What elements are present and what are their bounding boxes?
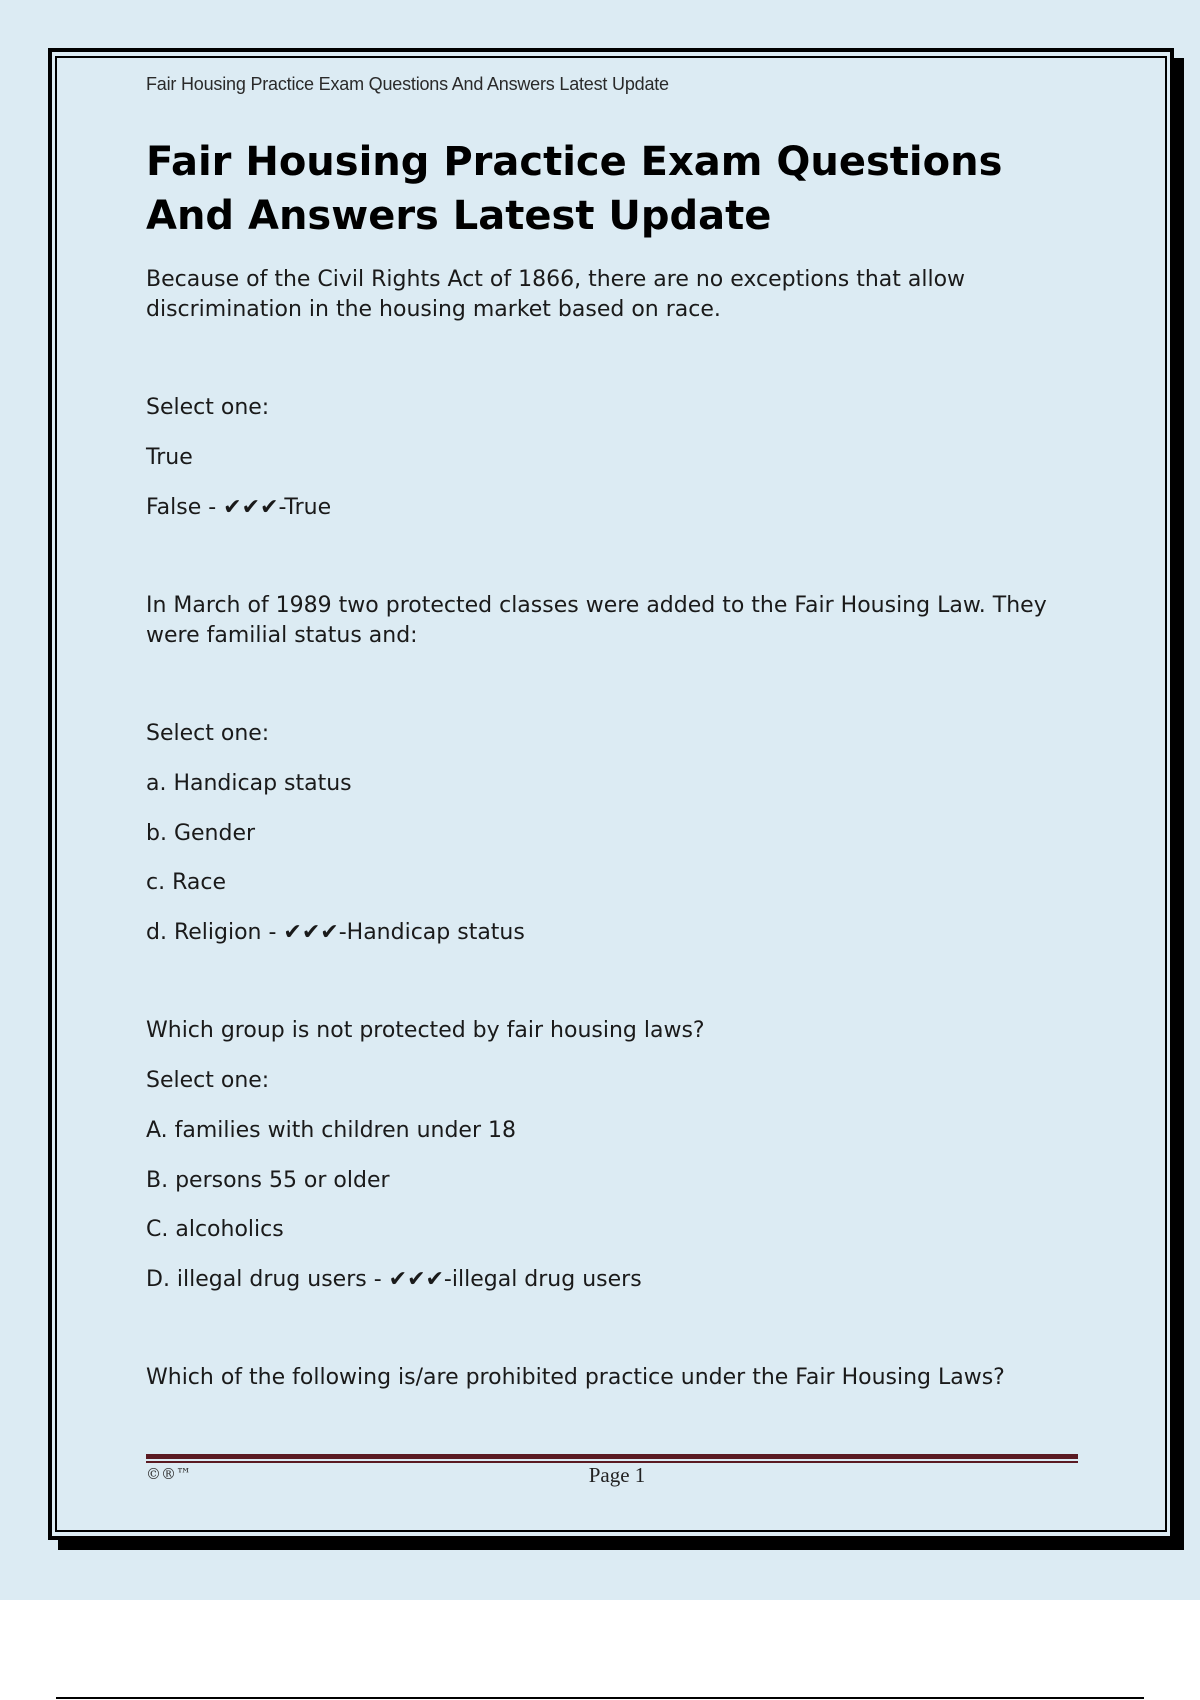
footer-trademark-symbols: ©®™: [146, 1465, 191, 1483]
running-header: Fair Housing Practice Exam Questions And Answers Latest Update: [146, 74, 669, 94]
question-2: [146, 591, 1080, 948]
question-2-option-d: d. Religion - ✔✔✔-Handicap status: [146, 920, 525, 945]
question-4-prompt: Which of the following is/are prohibited practice under the Fair Housing Laws?: [146, 1365, 1005, 1390]
question-3-option-c: C. alcoholics: [146, 1217, 284, 1242]
question-2-option-b: b. Gender: [146, 821, 256, 846]
question-2-prompt-line-1: In March of 1989 two protected classes were added to the Fair Housing Law. They: [146, 593, 1047, 618]
question-1: [146, 265, 1080, 523]
page-content: [146, 70, 1080, 1393]
question-3-option-a: A. families with children under 18: [146, 1118, 516, 1143]
question-1-select-label: Select one:: [146, 395, 270, 420]
question-2-option-c: c. Race: [146, 870, 226, 895]
question-1-prompt: [146, 265, 1080, 325]
question-3-option-d: D. illegal drug users - ✔✔✔-illegal drug users: [146, 1267, 642, 1292]
question-3-option-b: B. persons 55 or older: [146, 1168, 390, 1193]
question-1-prompt-line-1: Because of the Civil Rights Act of 1866, there are no exceptions that allow: [146, 267, 966, 292]
footer-rule: [146, 1454, 1078, 1459]
question-2-prompt: [146, 591, 1080, 651]
question-1-option-b: False - ✔✔✔-True: [146, 495, 332, 520]
question-3-select-label: Select one:: [146, 1068, 270, 1093]
question-2-select-label: Select one:: [146, 721, 270, 746]
question-3-prompt: Which group is not protected by fair housing laws?: [146, 1018, 705, 1043]
question-2-option-a: a. Handicap status: [146, 771, 352, 796]
document-title-line-1: Fair Housing Practice Exam Questions: [146, 139, 1003, 185]
question-3: [146, 1016, 1080, 1295]
question-1-option-a: True: [146, 445, 193, 470]
document-title: [146, 135, 1080, 243]
question-1-prompt-line-2: discrimination in the housing market based on race.: [146, 297, 721, 322]
document-title-line-2: And Answers Latest Update: [146, 193, 772, 239]
question-4: [146, 1363, 1080, 1393]
footer-page-number: Page 1: [588, 1463, 646, 1487]
question-2-prompt-line-2: were familial status and:: [146, 623, 418, 648]
next-page-top-rule: [56, 1697, 1144, 1699]
